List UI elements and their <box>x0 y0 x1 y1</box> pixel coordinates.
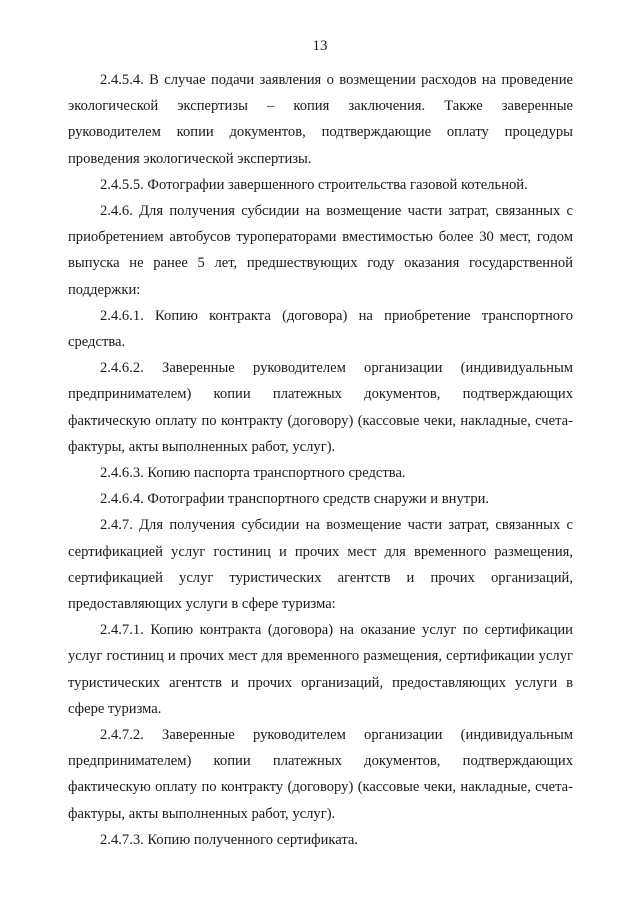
paragraph-2-4-6-1: 2.4.6.1. Копию контракта (договора) на приобретение транспортного средства. <box>68 307 573 351</box>
paragraph-2-4-7: 2.4.7. Для получения субсидии на возмещение части затрат, связанных с сертификацией услуг гостиниц и прочих мест для временного размещения, сертификацией услуг туристических агентств и прочих организаций, предоставляющих услуги в сфере туризма: <box>68 517 573 613</box>
paragraph-2-4-6-2: 2.4.6.2. Заверенные руководителем организации (индивидуальным предпринимателем) копии платежных документов, подтверждающих фактическую оплату по контракту (договору) (кассовые чеки, накладные, счета-фактуры, акты выполненных работ, услуг). <box>68 360 573 455</box>
paragraph-2-4-6-4: 2.4.6.4. Фотографии транспортного средств снаружи и внутри. <box>100 491 490 508</box>
paragraph-2-4-7-3: 2.4.7.3. Копию полученного сертификата. <box>100 831 359 848</box>
paragraph-2-4-7-2: 2.4.7.2. Заверенные руководителем организации (индивидуальным предпринимателем) копии платежных документов, подтверждающих фактическую оплату по контракту (договору) (кассовые чеки, накладные, счета-фактуры, акты выполненных работ, услуг). <box>68 727 573 822</box>
paragraph-2-4-6-3: 2.4.6.3. Копию паспорта транспортного средства. <box>100 465 406 482</box>
paragraph-2-4-5-5: 2.4.5.5. Фотографии завершенного строительства газовой котельной. <box>100 176 528 193</box>
paragraph-2-4-5-4: 2.4.5.4. В случае подачи заявления о возмещении расходов на проведение экологической экспертизы – копия заключения. Также заверенные руководителем копии документов, подтверждающие оплату процедуры проведения экологической экспертизы. <box>68 72 573 167</box>
paragraph-2-4-6: 2.4.6. Для получения субсидии на возмещение части затрат, связанных с приобретением автобусов туроператорами вместимостью более 30 мест, годом выпуска не ранее 5 лет, предшествующих году оказания государственной поддержки: <box>68 203 573 298</box>
page-number: 13 <box>312 38 328 54</box>
document-body <box>68 67 573 853</box>
paragraph-2-4-7-1: 2.4.7.1. Копию контракта (договора) на оказание услуг по сертификации услуг гостиниц и прочих мест для временного размещения, сертификации услуг туристических агентств и прочих организаций, предоставляющих услуги в сфере туризма. <box>68 622 573 717</box>
